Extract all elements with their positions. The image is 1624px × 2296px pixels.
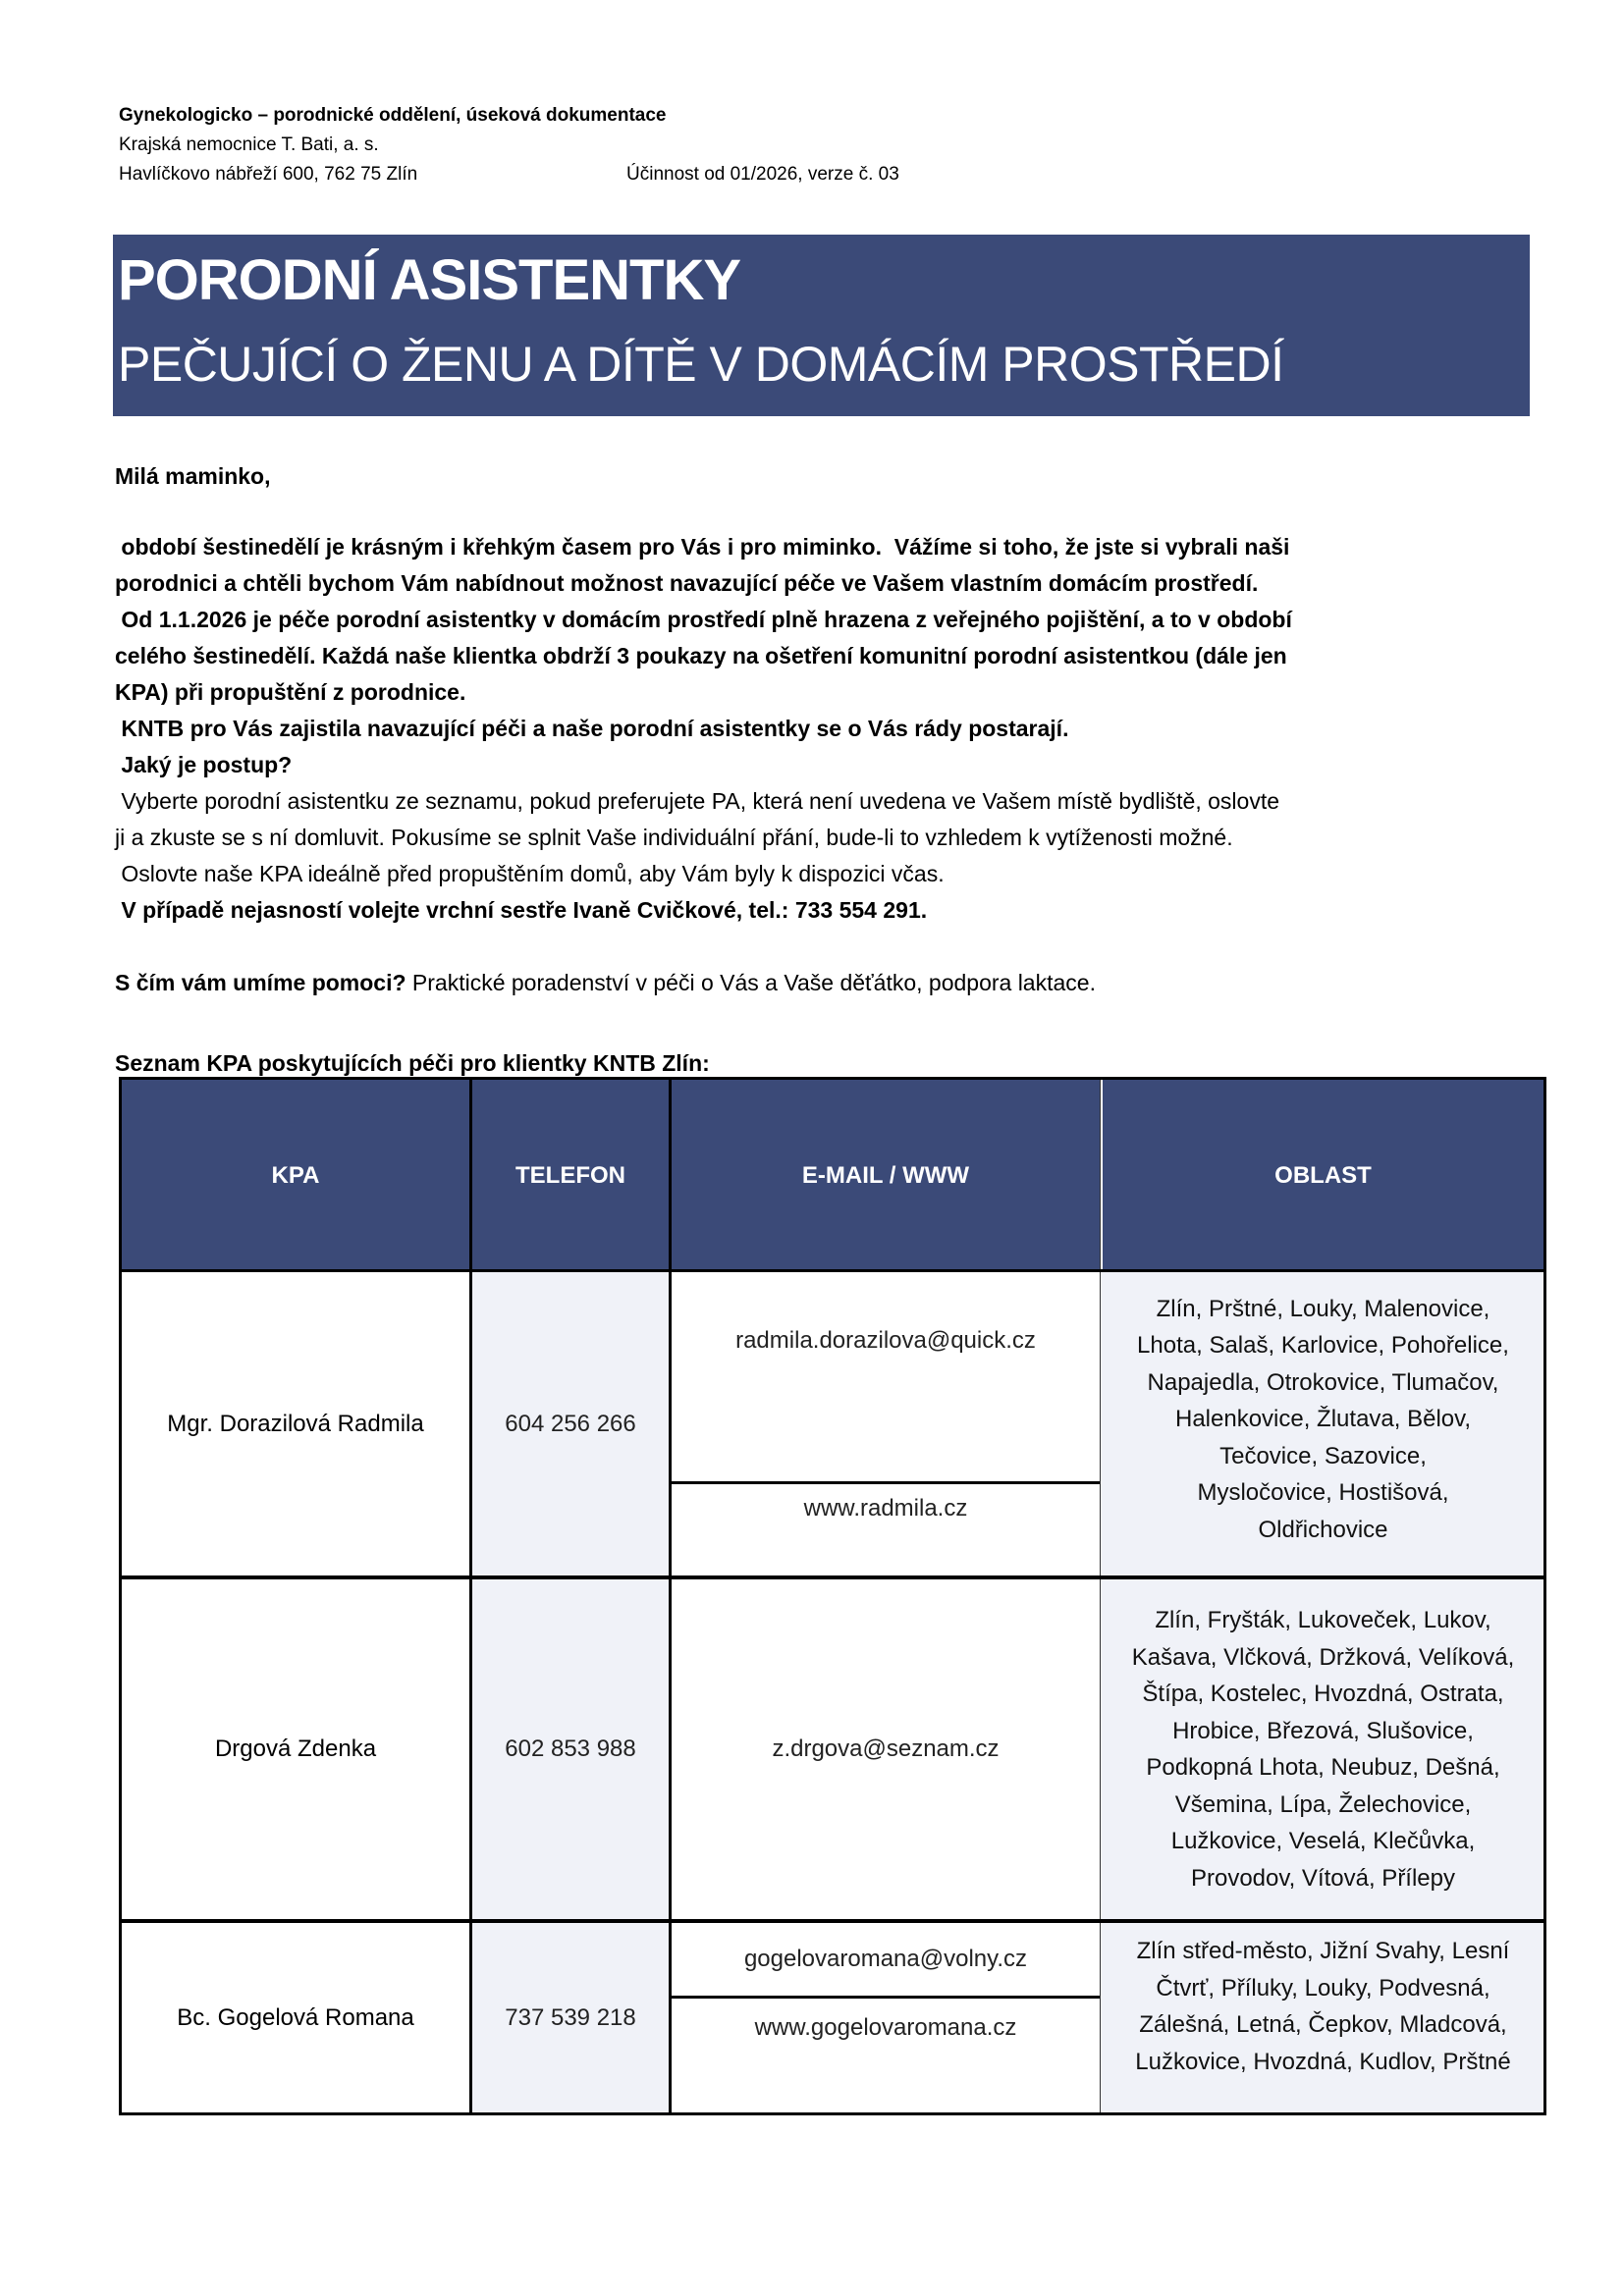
procedure-heading: Jaký je postup? xyxy=(115,752,293,777)
area-line: Zálešná, Letná, Čepkov, Mladcová, xyxy=(1139,2011,1507,2038)
help-line xyxy=(115,965,1548,1001)
column-divider xyxy=(1100,1080,1101,2112)
page-subtitle: PEČUJÍCÍ O ŽENU A DÍTĚ V DOMÁCÍM PROSTŘEDÍ xyxy=(118,337,1284,392)
column-header-kpa: KPA xyxy=(122,1080,469,1272)
letter-line: Od 1.1.2026 je péče porodní asistentky v domácím prostředí plně hrazena z veřejného pojištění, a to v období xyxy=(115,607,1292,632)
letter-line: KPA) při propuštění z porodnice. xyxy=(115,679,466,705)
area-line: Napajedla, Otrokovice, Tlumačov, xyxy=(1147,1368,1499,1396)
area-line: Štípa, Kostelec, Hvozdná, Ostrata, xyxy=(1142,1681,1504,1707)
department-name: Gynekologicko – porodnické oddělení, úseková dokumentace xyxy=(119,105,667,126)
kpa-phone[interactable]: 604 256 266 xyxy=(505,1410,636,1437)
kpa-phone[interactable]: 602 853 988 xyxy=(505,1735,636,1762)
area-line: Lužkovice, Hvozdná, Kudlov, Prštné xyxy=(1135,2048,1511,2075)
help-question: S čím vám umíme pomoci? xyxy=(115,970,406,995)
kpa-name: Bc. Gogelová Romana xyxy=(177,2003,414,2031)
area-line: Lužkovice, Veselá, Klečůvka, xyxy=(1170,1828,1476,1854)
kpa-name: Drgová Zdenka xyxy=(214,1735,377,1762)
area-line: Lhota, Salaš, Karlovice, Pohořelice, xyxy=(1137,1332,1509,1360)
area-line: Oldřichovice xyxy=(1258,1516,1388,1543)
column-header-phone: TELEFON xyxy=(472,1080,669,1272)
letter-line: KNTB pro Vás zajistila navazující péči a naše porodní asistentky se o Vás rády postarají. xyxy=(115,716,1069,741)
kpa-email-link[interactable]: radmila.dorazilova@quick.cz xyxy=(735,1327,1036,1354)
kpa-table xyxy=(119,1077,1546,2115)
area-line: Tečovice, Sazovice, xyxy=(1219,1442,1427,1469)
letter-line: Vyberte porodní asistentku ze seznamu, pokud preferujete PA, která není uvedena ve Vašem místě bydliště, oslovte xyxy=(115,788,1280,814)
letter-line: Oslovte naše KPA ideálně před propuštěním domů, aby Vám byly k dispozici včas. xyxy=(115,861,945,886)
area-line: Provodov, Vítová, Přílepy xyxy=(1190,1864,1455,1892)
area-line: Halenkovice, Žlutava, Bělov, xyxy=(1174,1406,1472,1433)
kpa-phone[interactable]: 737 539 218 xyxy=(505,2003,636,2031)
kpa-name: Mgr. Dorazilová Radmila xyxy=(167,1410,424,1437)
area-line: Podkopná Lhota, Neubuz, Dešná, xyxy=(1146,1754,1500,1781)
area-line: Kašava, Vlčková, Držková, Velíková, xyxy=(1131,1643,1515,1671)
letter-line: porodnici a chtěli bychom Vám nabídnout možnost navazující péče ve Vašem vlastním domácím prostředí. xyxy=(115,570,1259,596)
kpa-area xyxy=(1103,1272,1543,1567)
kpa-area xyxy=(1103,1923,1543,2090)
kpa-email-link[interactable]: z.drgova@seznam.cz xyxy=(772,1735,1000,1762)
greeting: Milá maminko, xyxy=(115,463,271,489)
hospital-address: Havlíčkovo nábřeží 600, 762 75 Zlín xyxy=(119,164,418,185)
letter-line: ji a zkuste se s ní domluvit. Pokusíme se splnit Vaše individuální přání, bude-li to vzhledem k vytíženosti možné. xyxy=(115,825,1233,850)
effective-version: Účinnost od 01/2026, verze č. 03 xyxy=(626,164,899,185)
kpa-website-link[interactable]: www.radmila.cz xyxy=(803,1495,968,1522)
area-line: Zlín, Prštné, Louky, Malenovice, xyxy=(1156,1295,1490,1322)
column-header-email: E-MAIL / WWW xyxy=(672,1080,1100,1272)
contact-line: V případě nejasností volejte vrchní sestře Ivaně Cvičkové, tel.: 733 554 291. xyxy=(115,897,928,923)
kpa-website-link[interactable]: www.gogelovaromana.cz xyxy=(754,2014,1017,2041)
kpa-email-link[interactable]: gogelovaromana@volny.cz xyxy=(743,1946,1028,1972)
area-line: Všemina, Lípa, Želechovice, xyxy=(1174,1790,1472,1818)
area-line: Čtvrť, Příluky, Louky, Podvesná, xyxy=(1156,1974,1490,2002)
help-answer: Praktické poradenství v péči o Vás a Vaše děťátko, podpora laktace. xyxy=(406,970,1096,995)
area-line: Zlín, Fryšták, Lukoveček, Lukov, xyxy=(1155,1607,1491,1633)
area-line: Zlín střed-město, Jižní Svahy, Lesní xyxy=(1136,1938,1510,1964)
title-banner xyxy=(113,235,1530,416)
kpa-list-heading: Seznam KPA poskytujících péči pro klientky KNTB Zlín: xyxy=(115,1050,710,1076)
page-title: PORODNÍ ASISTENTKY xyxy=(118,248,741,312)
column-header-area: OBLAST xyxy=(1103,1080,1543,1272)
kpa-area xyxy=(1103,1579,1543,1919)
letter-line: celého šestinedělí. Každá naše klientka obdrží 3 poukazy na ošetření komunitní porodní asistentkou (dále jen xyxy=(115,643,1287,668)
area-line: Mysločovice, Hostišová, xyxy=(1197,1479,1449,1507)
area-line: Hrobice, Březová, Slušovice, xyxy=(1172,1717,1474,1744)
hospital-name: Krajská nemocnice T. Bati, a. s. xyxy=(119,134,379,155)
letter-line: období šestinedělí je krásným i křehkým časem pro Vás i pro miminko. Vážíme si toho, že jste si vybrali naši xyxy=(115,534,1290,560)
